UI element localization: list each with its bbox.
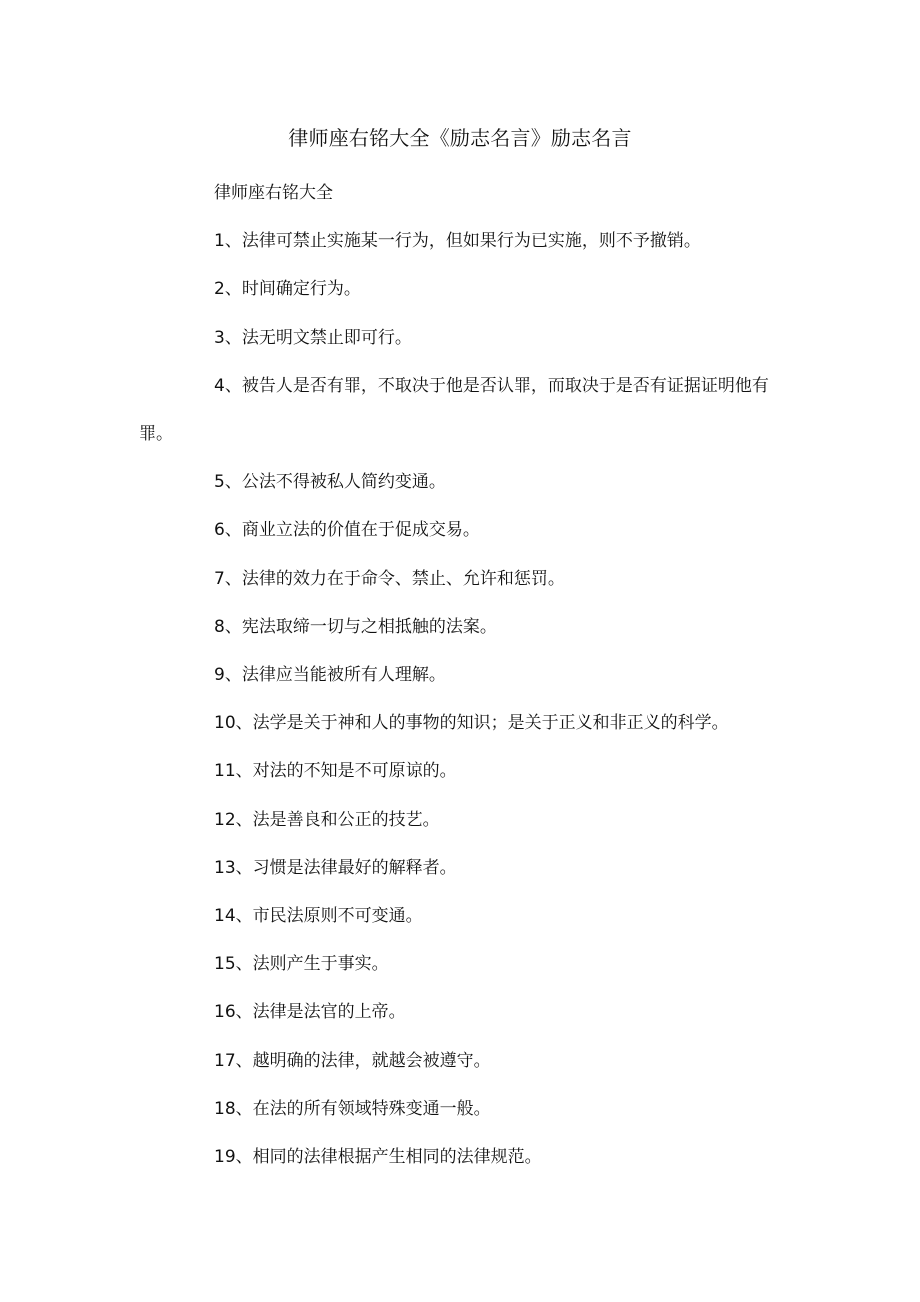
quote-item: 16、法律是法官的上帝。: [214, 1002, 406, 1023]
quote-item: 7、法律的效力在于命令、禁止、允许和惩罚。: [214, 568, 565, 589]
quote-item: 9、法律应当能被所有人理解。: [214, 665, 446, 686]
quote-item: 8、宪法取缔一切与之相抵触的法案。: [214, 616, 497, 637]
quote-item: 5、公法不得被私人简约变通。: [214, 472, 446, 493]
quote-item: 13、习惯是法律最好的解释者。: [214, 857, 457, 878]
quote-item: 12、法是善良和公正的技艺。: [214, 809, 440, 830]
quote-item: 1、法律可禁止实施某一行为，但如果行为已实施，则不予撤销。: [214, 231, 701, 252]
quote-item: 17、越明确的法律，就越会被遵守。: [214, 1050, 491, 1071]
document-body: [139, 169, 789, 1181]
quote-item: 6、商业立法的价值在于促成交易。: [214, 520, 480, 541]
quote-item: 19、相同的法律根据产生相同的法律规范。: [214, 1147, 542, 1168]
quote-item: 4、被告人是否有罪，不取决于他是否认罪，而取决于是否有证据证明他有罪。: [139, 375, 769, 445]
quote-item: 11、对法的不知是不可原谅的。: [214, 761, 457, 782]
quote-item: 3、法无明文禁止即可行。: [214, 327, 412, 348]
quote-item: 14、市民法原则不可变通。: [214, 906, 423, 927]
quote-item: 18、在法的所有领域特殊变通一般。: [214, 1098, 491, 1119]
quote-item: 10、法学是关于神和人的事物的知识；是关于正义和非正义的科学。: [214, 713, 729, 734]
quote-item: 15、法则产生于事实。: [214, 954, 389, 975]
section-heading: 律师座右铭大全: [214, 183, 333, 203]
document-title: 律师座右铭大全《励志名言》励志名言: [288, 126, 632, 150]
quote-item: 2、时间确定行为。: [214, 279, 361, 300]
